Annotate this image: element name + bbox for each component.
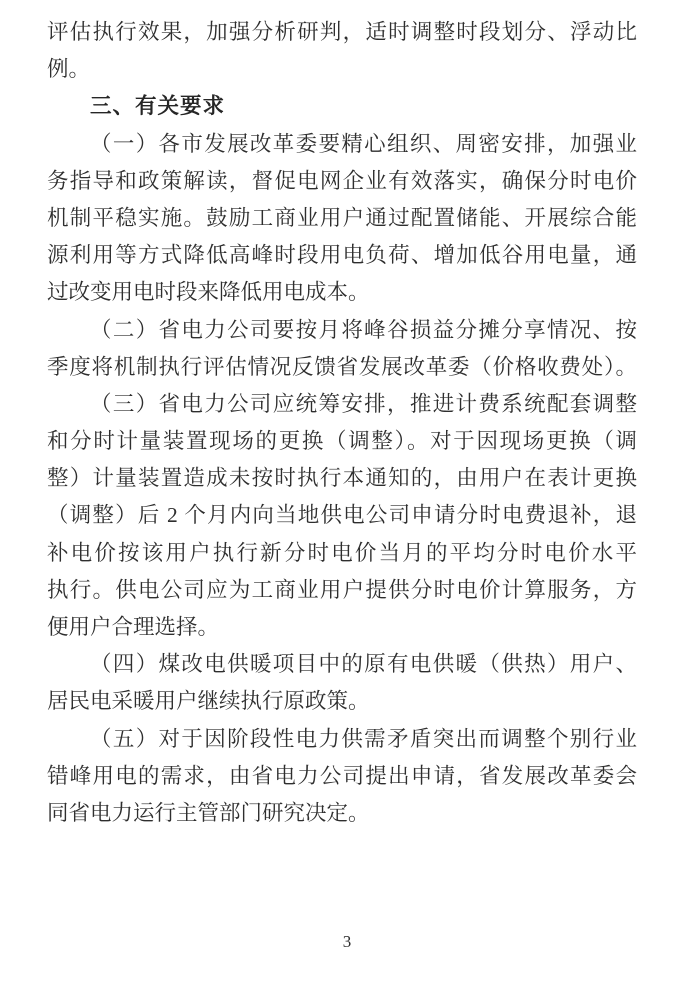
text-line: 补电价按该用户执行新分时电价当月的平均分时电价水平 <box>47 540 637 565</box>
text-line: （四）煤改电供暖项目中的原有电供暖（供热）用户、 <box>90 652 637 677</box>
text-line: 务指导和政策解读，督促电网企业有效落实，确保分时电价 <box>47 168 637 193</box>
text-line: 例。 <box>47 57 91 82</box>
text-line: 机制平稳实施。鼓励工商业用户通过配置储能、开展综合能 <box>47 205 637 230</box>
document-body <box>47 14 637 832</box>
text-line: 和分时计量装置现场的更换（调整）。对于因现场更换（调 <box>47 429 637 454</box>
page-footer <box>0 931 694 953</box>
text-line: （五）对于因阶段性电力供需矛盾突出而调整个别行业 <box>90 726 637 751</box>
text-line: 错峰用电的需求，由省电力公司提出申请，省发展改革委会 <box>47 763 637 788</box>
text-line: 便用户合理选择。 <box>47 615 220 639</box>
section-heading: 三、有关要求 <box>90 94 226 119</box>
text-line: （三）省电力公司应统筹安排，推进计费系统配套调整 <box>90 391 637 416</box>
text-line: 评估执行效果，加强分析研判，适时调整时段划分、浮动比 <box>47 20 637 44</box>
text-line: 季度将机制执行评估情况反馈省发展改革委（价格收费处）。 <box>47 354 637 379</box>
text-line: 执行。供电公司应为工商业用户提供分时电价计算服务，方 <box>47 577 637 602</box>
text-line: （调整）后 2 个月内向当地供电公司申请分时电费退补，退 <box>47 503 637 528</box>
text-line: 源利用等方式降低高峰时段用电负荷、增加低谷用电量，通 <box>47 243 637 268</box>
page-number: 3 <box>342 932 352 951</box>
text-line: （一）各市发展改革委要精心组织、周密安排，加强业 <box>90 131 637 156</box>
text-line: 同省电力运行主管部门研究决定。 <box>47 800 370 825</box>
text-line: （二）省电力公司要按月将峰谷损益分摊分享情况、按 <box>90 317 637 342</box>
text-line: 居民电采暖用户继续执行原政策。 <box>47 689 370 714</box>
text-line: 过改变用电时段来降低用电成本。 <box>47 280 370 305</box>
text-line: 整）计量装置造成未按时执行本通知的，由用户在表计更换 <box>47 466 637 491</box>
